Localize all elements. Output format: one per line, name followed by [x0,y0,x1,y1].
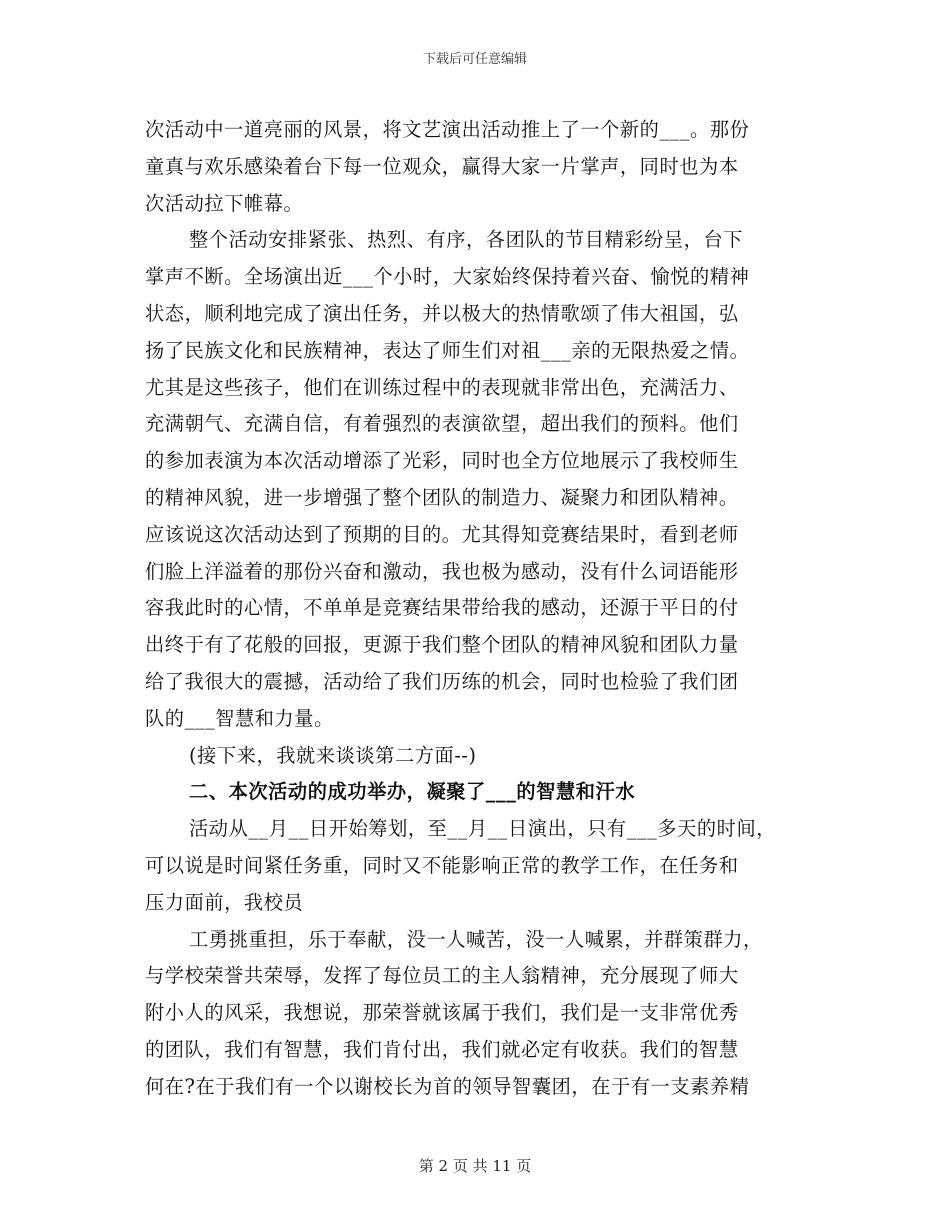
paragraph-line: 次活动拉下帷幕。 [145,191,304,215]
paragraph-line: 的团队，我们有智慧，我们肯付出，我们就必定有收获。我们的智慧 [145,1037,739,1061]
paragraph-line: 充满朝气、充满自信，有着强烈的表演欲望，超出我们的预料。他们 [145,412,739,436]
paragraph-line: 容我此时的心情，不单单是竞赛结果带给我的感动，还源于平日的付 [145,596,739,620]
paragraph-line: 压力面前，我校员 [145,890,304,914]
paragraph-line: 掌声不断。全场演出近___个小时，大家始终保持着兴奋、愉悦的精神 [145,265,750,289]
paragraph-line: 应该说这次活动达到了预期的目的。尤其得知竞赛结果时，看到老师 [145,522,739,546]
paragraph-line: 附小人的风采，我想说，那荣誉就该属于我们，我们是一支非常优秀 [145,1001,739,1025]
section-heading: 二、本次活动的成功举办，凝聚了___的智慧和汗水 [189,780,636,804]
paragraph-line: 活动从__月__日开始筹划，至__月__日演出，只有___多天的时间， [189,817,777,841]
page-footer: 第 2 页 共 11 页 [418,1157,532,1175]
paragraph-line: 的参加表演为本次活动增添了光彩，同时也全方位地展示了我校师生 [145,449,739,473]
paragraph-line: 次活动中一道亮丽的风景，将文艺演出活动推上了一个新的___。那份 [145,118,750,141]
paragraph-line: 扬了民族文化和民族精神，表达了师生们对祖___亲的无限热爱之情。 [145,338,750,362]
paragraph-line: (接下来，我就来谈谈第二方面--) [189,743,477,767]
paragraph-line: 队的___智慧和力量。 [145,706,334,730]
paragraph-line: 童真与欢乐感染着台下每一位观众，赢得大家一片掌声，同时也为本 [145,154,739,178]
paragraph-line: 可以说是时间紧任务重，同时又不能影响正常的教学工作，在任务和 [145,853,739,877]
page-header: 下载后可任意编辑 [422,52,527,67]
paragraph-line: 与学校荣誉共荣辱，发挥了每位员工的主人翁精神，充分展现了师大 [145,964,739,988]
paragraph-line: 出终于有了花般的回报，更源于我们整个团队的精神风貌和团队力量 [145,633,739,657]
paragraph-line: 工勇挑重担，乐于奉献，没一人喊苦，没一人喊累，并群策群力， [189,927,763,951]
paragraph-line: 何在?在于我们有一个以谢校长为首的领导智囊团，在于有一支素养精 [145,1074,750,1098]
paragraph-line: 给了我很大的震撼，活动给了我们历练的机会，同时也检验了我们团 [145,669,739,693]
paragraph-line: 尤其是这些孩子，他们在训练过程中的表现就非常出色，充满活力、 [145,375,739,399]
paragraph-line: 的精神风貌，进一步增强了整个团队的制造力、凝聚力和团队精神。 [145,485,739,509]
paragraph-line: 整个活动安排紧张、热烈、有序，各团队的节目精彩纷呈，台下 [189,228,744,252]
paragraph-line: 状态，顺利地完成了演出任务，并以极大的热情歌颂了伟大祖国，弘 [145,301,739,325]
paragraph-line: 们脸上洋溢着的那份兴奋和激动，我也极为感动，没有什么词语能形 [145,559,739,583]
document-body [145,112,815,1106]
